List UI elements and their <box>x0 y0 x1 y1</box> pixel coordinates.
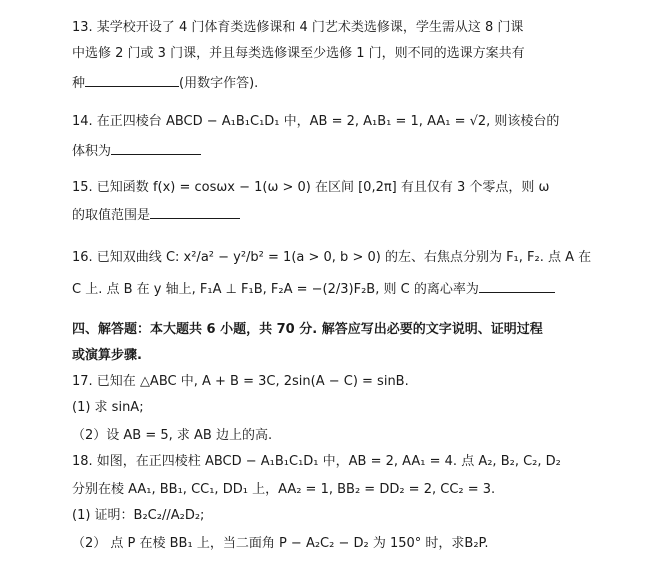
problem-15-prefix: 的取值范围是 <box>72 208 151 223</box>
section-4-heading-line-2: 或演算步骤. <box>72 348 142 363</box>
problem-18-line-4: （2） 点 P 在棱 BB₁ 上，当二面角 P − A₂C₂ − D₂ 为 150° 时，求B₂P. <box>72 536 489 551</box>
problem-13-prefix: 种 <box>72 76 86 91</box>
problem-13-line-2: 中选修 2 门或 3 门课，并且每类选修课至少选修 1 门，则不同的选课方案共有 <box>72 46 525 61</box>
answer-blank-15 <box>150 204 240 219</box>
problem-16-line-2 <box>72 278 555 300</box>
problem-17-line-3: （2）设 AB = 5, 求 AB 边上的高. <box>72 428 273 443</box>
problem-16-line-1: 16. 已知双曲线 C: x²/a² − y²/b² = 1(a > 0, b > 0) 的左、右焦点分别为 F₁, F₂. 点 A 在 <box>72 250 592 265</box>
problem-15-line-2 <box>72 204 240 226</box>
problem-17-line-2: (1) 求 sinA; <box>72 400 144 415</box>
section-4-heading-line-1: 四、解答题：本大题共 6 小题，共 70 分. 解答应写出必要的文字说明、证明过程 <box>72 322 543 337</box>
problem-14-line-2 <box>72 140 201 162</box>
problem-18-line-3: (1) 证明：B₂C₂//A₂D₂; <box>72 508 205 523</box>
problem-13-line-1: 13. 某学校开设了 4 门体育类选修课和 4 门艺术类选修课，学生需从这 8 门课 <box>72 20 524 35</box>
problem-18-line-2: 分别在棱 AA₁, BB₁, CC₁, DD₁ 上，AA₂ = 1, BB₂ = DD₂ = 2, CC₂ = 3. <box>72 482 496 497</box>
problem-15-line-1: 15. 已知函数 f(x) = cosωx − 1(ω > 0) 在区间 [0,2π] 有且仅有 3 个零点，则 ω <box>72 180 550 195</box>
answer-blank-13 <box>85 72 179 87</box>
problem-17-line-1: 17. 已知在 △ABC 中, A + B = 3C, 2sin(A − C) = sinB. <box>72 374 409 389</box>
problem-13-line-3 <box>72 72 258 94</box>
problem-18-line-1: 18. 如图，在正四棱柱 ABCD − A₁B₁C₁D₁ 中，AB = 2, AA₁ = 4. 点 A₂, B₂, C₂, D₂ <box>72 454 561 469</box>
problem-16-text: C 上. 点 B 在 y 轴上, F₁A ⊥ F₁B, F₂A = −(2/3)F₂B, 则 C 的离心率为 <box>72 282 479 297</box>
answer-blank-14 <box>111 140 201 155</box>
problem-13-suffix: (用数字作答). <box>179 76 259 91</box>
answer-blank-16 <box>479 278 555 293</box>
problem-14-line-1: 14. 在正四棱台 ABCD − A₁B₁C₁D₁ 中，AB = 2, A₁B₁ = 1, AA₁ = √2, 则该棱台的 <box>72 114 560 129</box>
problem-14-prefix: 体积为 <box>72 144 112 159</box>
